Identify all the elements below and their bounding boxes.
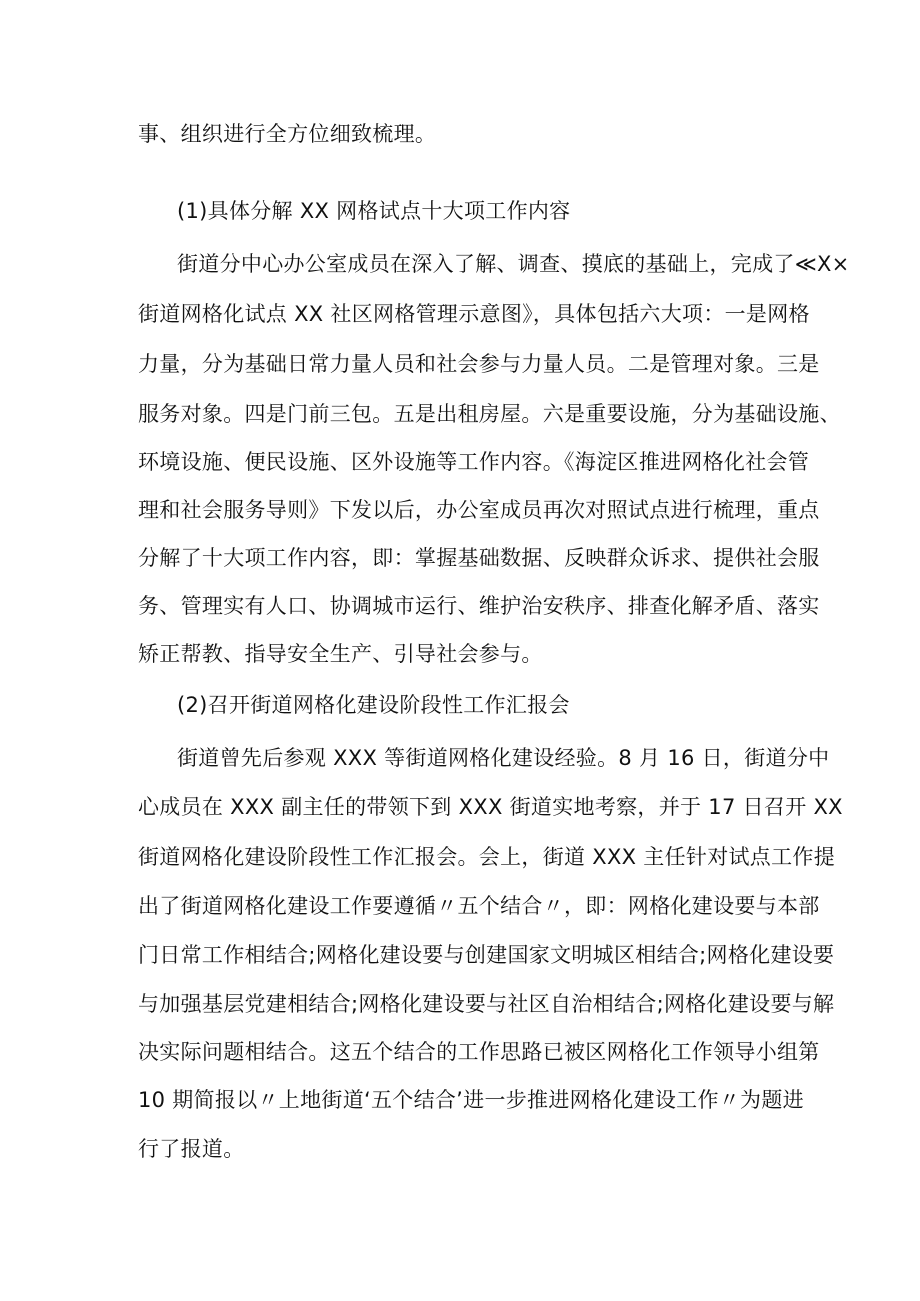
- section-heading-1: (1)具体分解 XX 网格试点十大项工作内容: [177, 199, 571, 223]
- text-line: 门日常工作相结合;网格化建设要与创建国家文明城区相结合;网格化建设要: [138, 943, 835, 967]
- text-line: 行了报道。: [138, 1137, 245, 1161]
- text-line: 街道网格化建设阶段性工作汇报会。会上，街道 XXX 主任针对试点工作提: [138, 845, 836, 869]
- text-line: 环境设施、便民设施、区外设施等工作内容。《海淀区推进网格化社会管: [138, 450, 810, 474]
- text-line: 力量，分为基础日常力量人员和社会参与力量人员。二是管理对象。三是: [138, 352, 820, 376]
- section-heading-2: (2)召开街道网格化建设阶段性工作汇报会: [177, 693, 570, 717]
- text-line: 服务对象。四是门前三包。五是出租房屋。六是重要设施，分为基础设施、: [138, 402, 841, 426]
- text-line: 决实际问题相结合。这五个结合的工作思路已被区网格化工作领导小组第: [138, 1040, 820, 1064]
- text-line: 分解了十大项工作内容，即：掌握基础数据、反映群众诉求、提供社会服: [138, 546, 820, 570]
- text-line: 街道分中心办公室成员在深入了解、调查、摸底的基础上，完成了≪X×: [177, 252, 850, 276]
- text-line: 街道网格化试点 XX 社区网格管理示意图》，具体包括六大项：一是网格: [138, 302, 810, 326]
- text-line: 事、组织进行全方位细致梳理。: [138, 122, 437, 146]
- text-line: 出了街道网格化建设工作要遵循〃五个结合〃，即：网格化建设要与本部: [138, 894, 820, 918]
- text-line: 务、管理实有人口、协调城市运行、维护治安秩序、排查化解矛盾、落实: [138, 594, 820, 618]
- text-line: 10 期简报以〃上地街道‘五个结合’进一步推进网格化建设工作〃为题进: [138, 1088, 804, 1112]
- text-line: 与加强基层党建相结合;网格化建设要与社区自治相结合;网格化建设要与解: [138, 992, 835, 1016]
- text-line: 心成员在 XXX 副主任的带领下到 XXX 街道实地考察，并于 17 日召开 XX: [138, 795, 843, 819]
- text-line: 理和社会服务导则》下发以后，办公室成员再次对照试点进行梳理，重点: [138, 498, 820, 522]
- text-line: 街道曾先后参观 XXX 等街道网格化建设经验。8 月 16 日，街道分中: [177, 746, 830, 770]
- text-line: 矫正帮教、指导安全生产、引导社会参与。: [138, 642, 543, 666]
